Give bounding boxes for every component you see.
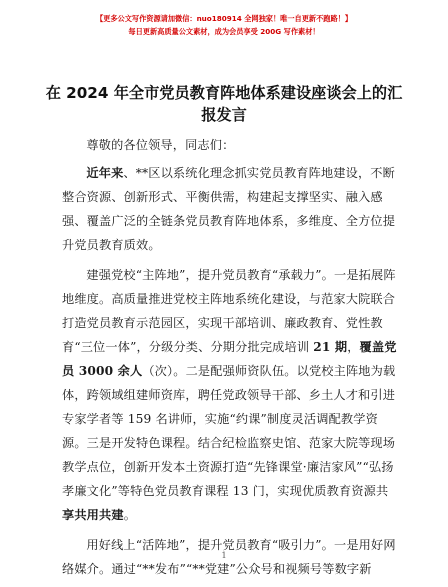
promo-banner [0, 12, 448, 38]
page-number: 1 [221, 551, 227, 560]
paragraph-2-text-d: （次）。二是配强师资队伍。以党校主阵地为载体，跨领域组建师资库，聘任党政领导干部、乡土人才和引进专家学者等 159 名讲师，实施“约课”制度灵活调配教学资源。三是开发特色课程。结合纪检监察史馆、范家大院等现场教学点位，创新开发本土资源打造“先锋课堂·廉洁家风”“弘扬孝廉文化”等特色党员教育课程 13 门，实现优质教育资源共 [62, 364, 396, 498]
paragraph-1 [62, 161, 398, 257]
paragraph-2-text-c: ， [347, 340, 360, 354]
paragraph-2-bold-sessions: 21 期 [313, 340, 348, 354]
salutation: 尊敬的各位领导，同志们： [86, 138, 235, 152]
paragraph-2 [62, 263, 398, 527]
paragraph-1-lead: 近年来 [86, 166, 124, 180]
promo-banner-line-1: 【更多公文写作资源请加微信：nuo180914 全网独家！唯一自更新不跑路！】 [95, 14, 353, 23]
promo-banner-line-2: 每日更新高质量公文素材，成为会员享受 200G 写作素材！ [128, 27, 320, 36]
paragraph-2-text-a: 建强党校“主阵地”，提升党员教育“承载力”。一是拓展阵地维度。高质量推进党校主阵地系统化建设，与范家大院联合打造党员教育示范园区，实现干部培训、廉政教育、党性教育“三位一体”，分级分类、分期分批完成培训 [62, 268, 396, 354]
paragraph-2-text-e: 。 [123, 508, 137, 522]
paragraph-2-bold-share: 享共用共建 [62, 508, 124, 522]
document-body [62, 133, 398, 587]
paragraph-1-text: 、**区以系统化理念抓实党员教育阵地建设，不断整合资源、创新形式、平衡供需，构建起支撑坚实、融入感强、覆盖广泛的全链条党员教育阵地体系，多维度、全方位提升党员教育质效。 [62, 166, 396, 252]
paragraph-3: 用好线上“活阵地”，提升党员教育“吸引力”。一是用好网络媒介。通过“**发布”“**党建”公众号和视频号等数字新 [62, 538, 396, 576]
document-title: 在 2024 年全市党员教育阵地体系建设座谈会上的汇报发言 [45, 84, 403, 124]
paragraph-2-bold-coverage: 覆盖党员 3000 余人 [62, 340, 397, 378]
